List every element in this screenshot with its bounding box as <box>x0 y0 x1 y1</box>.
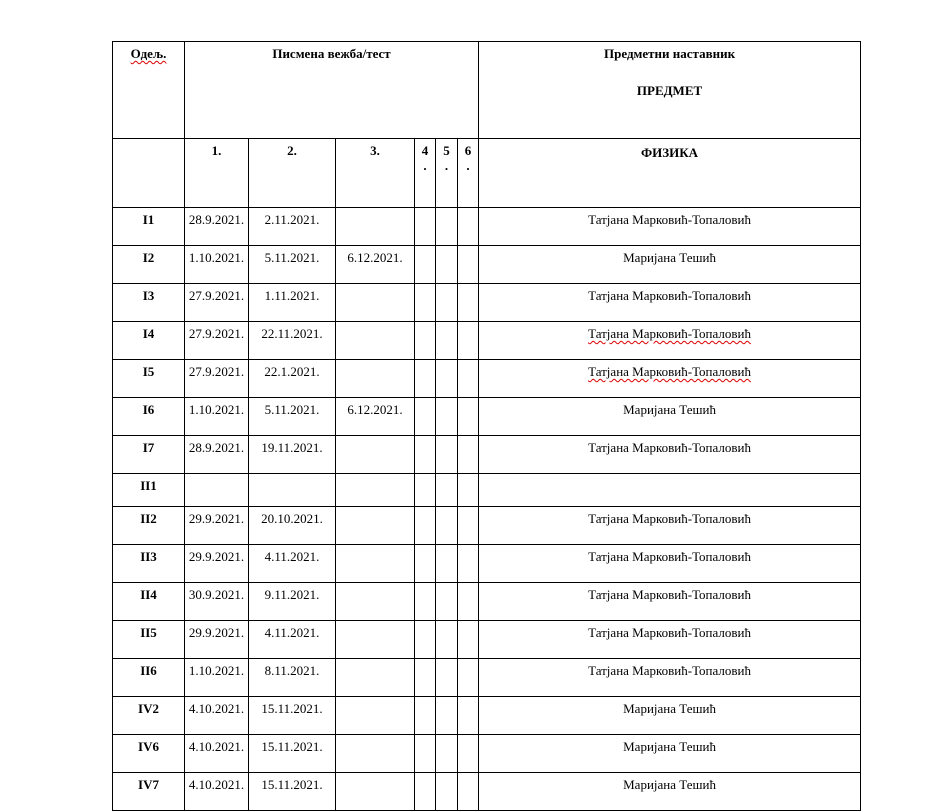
test-1-date: 4.10.2021. <box>185 773 249 811</box>
test-3-date <box>336 697 415 735</box>
test-5-cell <box>436 208 458 246</box>
test-6-cell <box>458 545 479 583</box>
test-2-date <box>249 474 336 507</box>
class-header: Одељ. <box>113 42 185 139</box>
class-cell: I1 <box>113 208 185 246</box>
test-4-cell <box>415 246 436 284</box>
class-cell: II3 <box>113 545 185 583</box>
test-3-date: 6.12.2021. <box>336 398 415 436</box>
teacher-label: Предметни наставник <box>604 46 736 61</box>
test-6-cell <box>458 697 479 735</box>
test-2-date: 5.11.2021. <box>249 246 336 284</box>
test-1-date: 4.10.2021. <box>185 697 249 735</box>
class-cell: II4 <box>113 583 185 621</box>
test-2-date: 15.11.2021. <box>249 735 336 773</box>
test-2-date: 4.11.2021. <box>249 621 336 659</box>
col-2: 2. <box>249 139 336 208</box>
test-header: Писмена вежба/тест <box>185 42 479 139</box>
test-5-cell <box>436 322 458 360</box>
test-5-cell <box>436 583 458 621</box>
table-row <box>113 583 861 621</box>
table-row <box>113 284 861 322</box>
test-6-cell <box>458 322 479 360</box>
test-2-date: 22.1.2021. <box>249 360 336 398</box>
test-4-cell <box>415 735 436 773</box>
teacher-cell: Татјана Марковић-Топаловић <box>479 284 861 322</box>
class-cell: IV2 <box>113 697 185 735</box>
test-6-cell <box>458 436 479 474</box>
teacher-cell: Маријана Тешић <box>479 773 861 811</box>
test-6-cell <box>458 474 479 507</box>
test-6-cell <box>458 583 479 621</box>
test-6-cell <box>458 735 479 773</box>
test-4-cell <box>415 697 436 735</box>
test-3-date: 6.12.2021. <box>336 246 415 284</box>
test-1-date: 28.9.2021. <box>185 208 249 246</box>
teacher-cell: Татјана Марковић-Топаловић <box>479 659 861 697</box>
class-cell: IV6 <box>113 735 185 773</box>
test-3-date <box>336 583 415 621</box>
class-cell: I2 <box>113 246 185 284</box>
class-cell: I4 <box>113 322 185 360</box>
test-6-cell <box>458 284 479 322</box>
teacher-cell: Маријана Тешић <box>479 246 861 284</box>
table-row <box>113 697 861 735</box>
table-row <box>113 246 861 284</box>
test-4-cell <box>415 545 436 583</box>
class-cell: I3 <box>113 284 185 322</box>
table-row <box>113 659 861 697</box>
test-5-cell <box>436 398 458 436</box>
test-1-date <box>185 474 249 507</box>
test-3-date <box>336 621 415 659</box>
column-number-row <box>113 139 861 208</box>
test-5-cell <box>436 474 458 507</box>
teacher-cell <box>479 474 861 507</box>
test-1-date: 1.10.2021. <box>185 659 249 697</box>
class-cell: II6 <box>113 659 185 697</box>
test-5-cell <box>436 735 458 773</box>
test-5-cell <box>436 621 458 659</box>
test-4-cell <box>415 621 436 659</box>
subject-name: ФИЗИКА <box>479 139 861 208</box>
test-6-cell <box>458 246 479 284</box>
table-row <box>113 545 861 583</box>
table-row <box>113 360 861 398</box>
table-row <box>113 436 861 474</box>
test-4-cell <box>415 474 436 507</box>
table-row <box>113 474 861 507</box>
test-4-cell <box>415 507 436 545</box>
test-3-date <box>336 735 415 773</box>
test-2-date: 15.11.2021. <box>249 697 336 735</box>
table-row <box>113 735 861 773</box>
teacher-header <box>479 42 861 139</box>
test-3-date <box>336 507 415 545</box>
test-1-date: 27.9.2021. <box>185 322 249 360</box>
test-3-date <box>336 545 415 583</box>
table-row <box>113 621 861 659</box>
teacher-cell: Маријана Тешић <box>479 697 861 735</box>
class-cell: IV7 <box>113 773 185 811</box>
test-1-date: 29.9.2021. <box>185 545 249 583</box>
header-row <box>113 42 861 139</box>
test-2-date: 9.11.2021. <box>249 583 336 621</box>
test-5-cell <box>436 284 458 322</box>
test-1-date: 1.10.2021. <box>185 246 249 284</box>
test-2-date: 4.11.2021. <box>249 545 336 583</box>
test-2-date: 8.11.2021. <box>249 659 336 697</box>
test-5-cell <box>436 246 458 284</box>
test-4-cell <box>415 659 436 697</box>
test-1-date: 28.9.2021. <box>185 436 249 474</box>
test-4-cell <box>415 436 436 474</box>
test-4-cell <box>415 284 436 322</box>
test-4-cell <box>415 398 436 436</box>
test-1-date: 4.10.2021. <box>185 735 249 773</box>
test-4-cell <box>415 583 436 621</box>
test-2-date: 15.11.2021. <box>249 773 336 811</box>
teacher-cell: Татјана Марковић-Топаловић <box>479 583 861 621</box>
empty-cell <box>113 139 185 208</box>
table-row <box>113 322 861 360</box>
test-3-date <box>336 659 415 697</box>
test-2-date: 22.11.2021. <box>249 322 336 360</box>
test-6-cell <box>458 208 479 246</box>
col-1: 1. <box>185 139 249 208</box>
class-cell: II2 <box>113 507 185 545</box>
test-1-date: 29.9.2021. <box>185 621 249 659</box>
teacher-cell: Татјана Марковић-Топаловић <box>479 208 861 246</box>
test-1-date: 29.9.2021. <box>185 507 249 545</box>
col-4: 4 . <box>415 139 436 208</box>
teacher-cell: Татјана Марковић-Топаловић <box>479 545 861 583</box>
test-2-date: 5.11.2021. <box>249 398 336 436</box>
teacher-cell: Татјана Марковић-Топаловић <box>479 360 861 398</box>
test-2-date: 1.11.2021. <box>249 284 336 322</box>
col-6: 6 . <box>458 139 479 208</box>
col-3: 3. <box>336 139 415 208</box>
teacher-cell: Татјана Марковић-Топаловић <box>479 322 861 360</box>
test-3-date <box>336 322 415 360</box>
test-4-cell <box>415 773 436 811</box>
test-4-cell <box>415 208 436 246</box>
test-6-cell <box>458 659 479 697</box>
test-3-date <box>336 474 415 507</box>
class-cell: I6 <box>113 398 185 436</box>
test-6-cell <box>458 773 479 811</box>
class-cell: I7 <box>113 436 185 474</box>
table-row <box>113 208 861 246</box>
table-row <box>113 773 861 811</box>
table-row <box>113 398 861 436</box>
test-1-date: 1.10.2021. <box>185 398 249 436</box>
test-6-cell <box>458 398 479 436</box>
teacher-cell: Маријана Тешић <box>479 398 861 436</box>
test-1-date: 27.9.2021. <box>185 360 249 398</box>
teacher-cell: Маријана Тешић <box>479 735 861 773</box>
test-5-cell <box>436 773 458 811</box>
test-3-date <box>336 436 415 474</box>
teacher-cell: Татјана Марковић-Топаловић <box>479 621 861 659</box>
test-6-cell <box>458 507 479 545</box>
test-5-cell <box>436 659 458 697</box>
teacher-cell: Татјана Марковић-Топаловић <box>479 436 861 474</box>
teacher-cell: Татјана Марковић-Топаловић <box>479 507 861 545</box>
col-5: 5 . <box>436 139 458 208</box>
test-5-cell <box>436 507 458 545</box>
test-2-date: 20.10.2021. <box>249 507 336 545</box>
class-cell: II5 <box>113 621 185 659</box>
class-cell: II1 <box>113 474 185 507</box>
test-5-cell <box>436 545 458 583</box>
test-6-cell <box>458 360 479 398</box>
test-2-date: 2.11.2021. <box>249 208 336 246</box>
test-6-cell <box>458 621 479 659</box>
test-1-date: 30.9.2021. <box>185 583 249 621</box>
schedule-table <box>112 41 861 811</box>
test-5-cell <box>436 360 458 398</box>
test-5-cell <box>436 697 458 735</box>
subject-label: ПРЕДМЕТ <box>636 83 703 98</box>
test-4-cell <box>415 322 436 360</box>
test-3-date <box>336 284 415 322</box>
table-row <box>113 507 861 545</box>
class-cell: I5 <box>113 360 185 398</box>
test-4-cell <box>415 360 436 398</box>
test-2-date: 19.11.2021. <box>249 436 336 474</box>
test-5-cell <box>436 436 458 474</box>
test-3-date <box>336 360 415 398</box>
test-1-date: 27.9.2021. <box>185 284 249 322</box>
test-3-date <box>336 208 415 246</box>
test-3-date <box>336 773 415 811</box>
